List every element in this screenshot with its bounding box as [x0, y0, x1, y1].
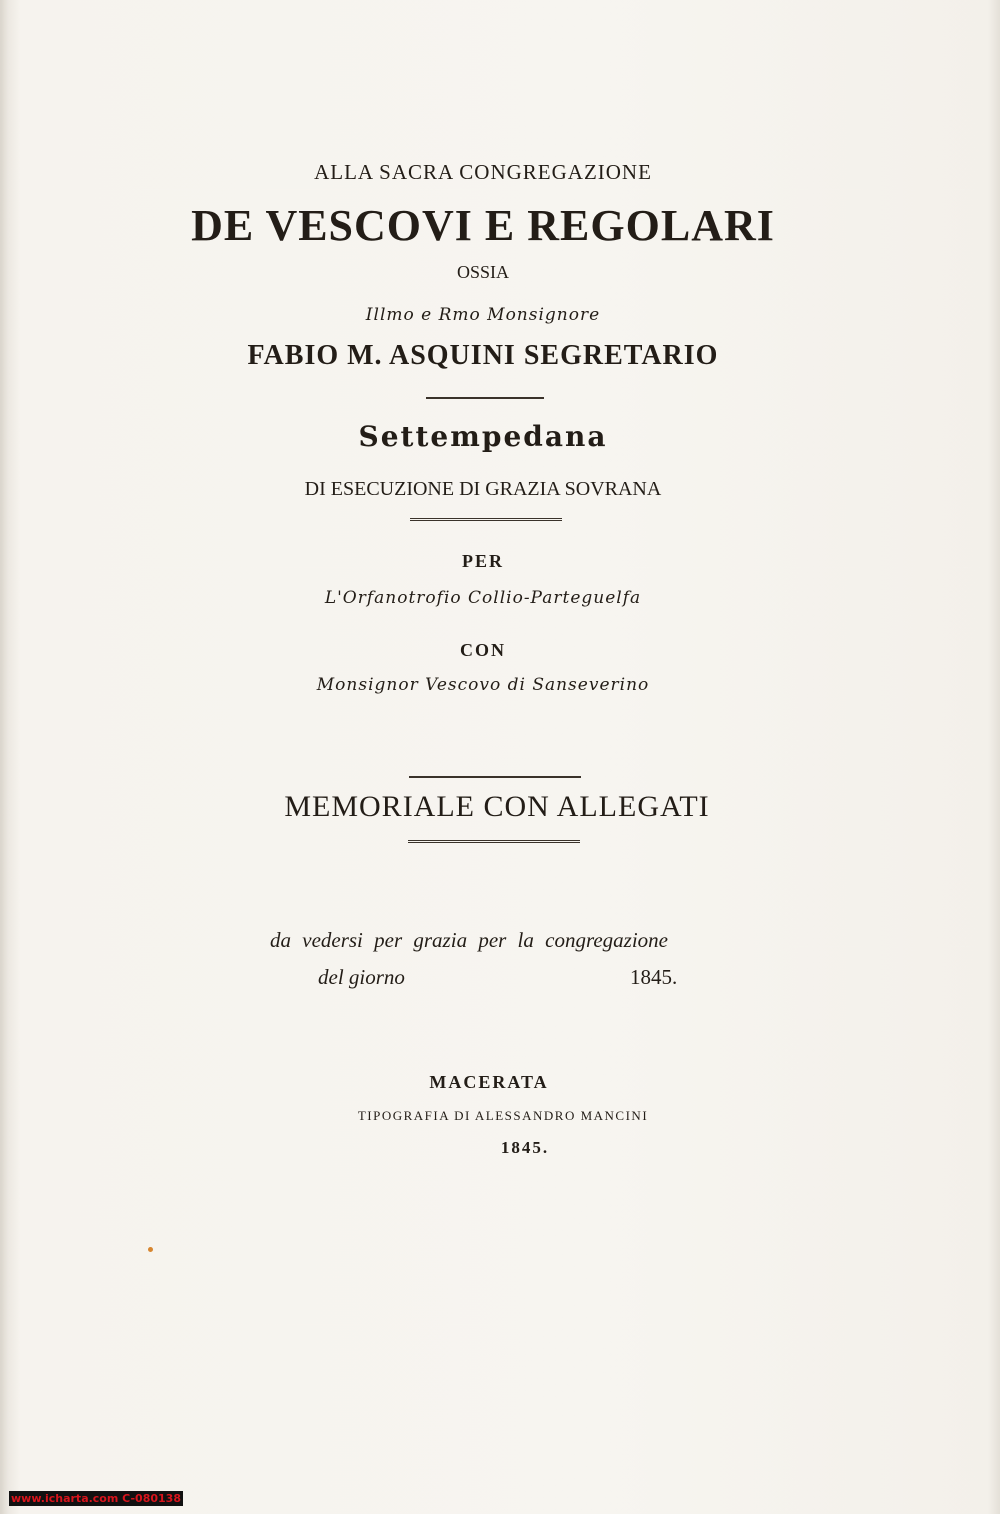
con-label: CON: [460, 640, 506, 660]
imprint-city: MACERATA: [429, 1072, 549, 1092]
divider: [410, 518, 562, 523]
secretary-name: FABIO M. ASQUINI SEGRETARIO: [247, 340, 719, 371]
case-name: Settempedana: [358, 420, 608, 453]
dedication-line: ALLA SACRA CONGREGAZIONE: [314, 160, 652, 184]
imprint-printer: TIPOGRAFIA DI ALESSANDRO MANCINI: [357, 1108, 649, 1123]
party-2: Monsignor Vescovo di Sanseverino: [316, 675, 650, 695]
divider: [426, 397, 544, 399]
watermark: www.icharta.com C-080138: [11, 1492, 181, 1505]
honorific: Illmo e Rmo Monsignore: [365, 305, 601, 325]
hearing-line-2: del giorno: [318, 965, 405, 989]
ossia-label: OSSIA: [456, 262, 509, 282]
page-title: DE VESCOVI E REGOLARI: [191, 201, 775, 250]
per-label: PER: [462, 551, 504, 571]
page-edge: [988, 0, 1000, 1514]
hearing-line-1: da vedersi per grazia per la congregazione: [270, 928, 669, 952]
imprint-year: 1845.: [500, 1138, 550, 1157]
foxing-spot: [148, 1247, 153, 1252]
party-1: L'Orfanotrofio Collio-Parteguelfa: [324, 588, 642, 608]
case-subject: DI ESECUZIONE DI GRAZIA SOVRANA: [304, 478, 662, 500]
memorial-heading: MEMORIALE CON ALLEGATI: [284, 790, 710, 823]
hearing-year: 1845.: [630, 965, 678, 989]
divider: [408, 840, 580, 845]
divider: [409, 776, 581, 778]
